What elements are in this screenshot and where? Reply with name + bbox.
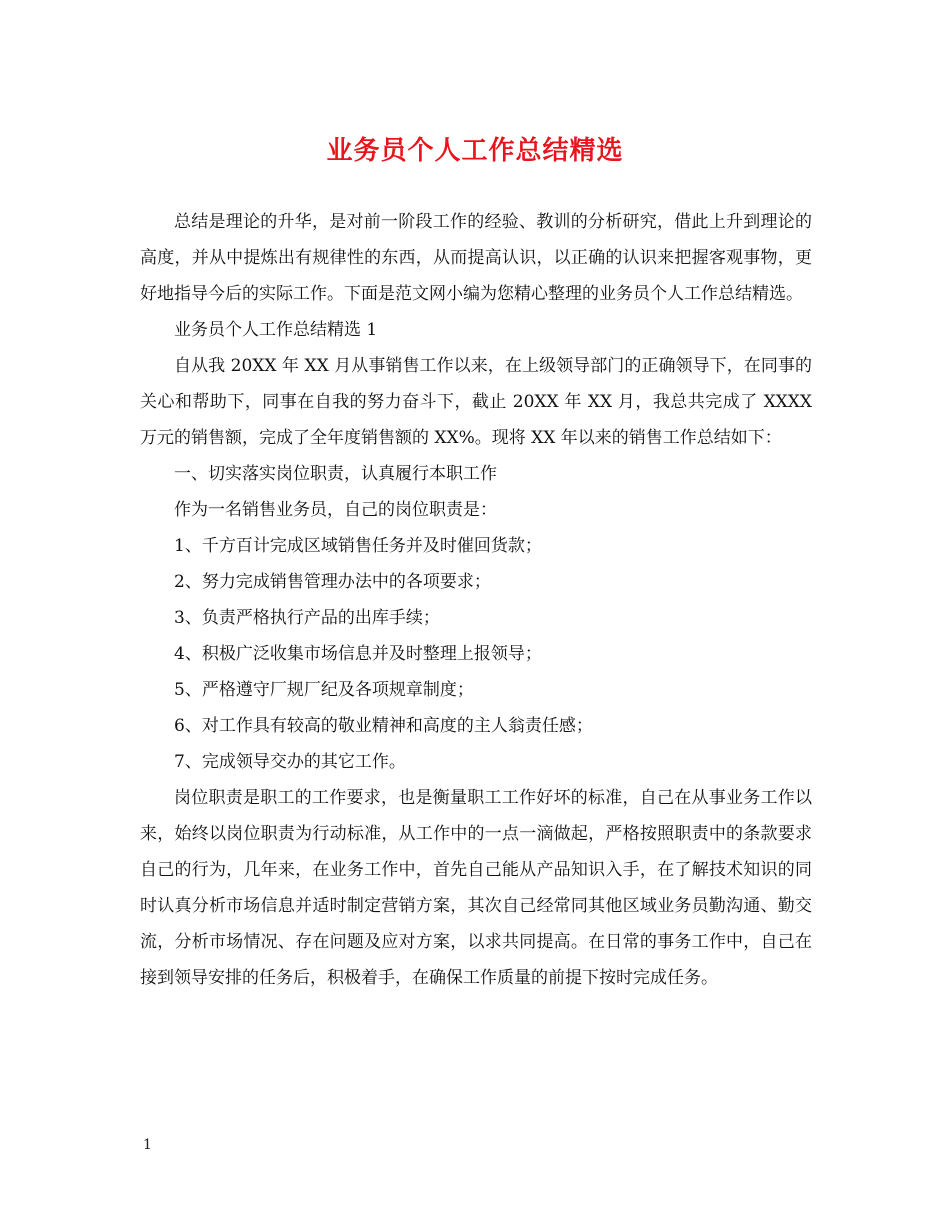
intro-paragraph: 总结是理论的升华，是对前一阶段工作的经验、教训的分析研究，借此上升到理论的高度，并从中提炼出有规律性的东西，从而提高认识，以正确的认识来把握客观事物，更好地指导今后的实际工作。下面是范文网小编为您精心整理的业务员个人工作总结精选。 [140, 212, 812, 304]
page-number: 1 [143, 1137, 152, 1153]
duty-item-3: 3、负责严格执行产品的出库手续； [174, 608, 440, 628]
duty-item-4: 4、积极广泛收集市场信息并及时整理上报领导； [174, 644, 542, 664]
duty-item-5: 5、严格遵守厂规厂纪及各项规章制度； [174, 680, 474, 700]
duties-intro: 作为一名销售业务员，自己的岗位职责是： [174, 500, 497, 520]
duty-item-1: 1、千方百计完成区域销售任务并及时催回货款； [174, 536, 542, 556]
duty-item-6: 6、对工作具有较高的敬业精神和高度的主人翁责任感； [174, 716, 593, 736]
document-body [140, 204, 812, 996]
duty-item-7: 7、完成领导交办的其它工作。 [174, 752, 406, 772]
duty-item-2: 2、努力完成销售管理办法中的各项要求； [174, 572, 491, 592]
sales-summary-paragraph: 自从我 20XX 年 XX 月从事销售工作以来，在上级领导部门的正确领导下，在同事的关心和帮助下，同事在自我的努力奋斗下，截止 20XX 年 XX 月，我总共完成了 XXXX 万元的销售额，完成了全年度销售额的 XX%。现将 XX 年以来的销售工作总结如下： [140, 356, 812, 448]
part-one-heading: 一、切实落实岗位职责，认真履行本职工作 [174, 464, 497, 484]
section-heading-1: 业务员个人工作总结精选 1 [174, 320, 378, 340]
duties-discussion-paragraph: 岗位职责是职工的工作要求，也是衡量职工工作好坏的标准，自己在从事业务工作以来，始终以岗位职责为行动标准，从工作中的一点一滴做起，严格按照职责中的条款要求自己的行为，几年来，在业务工作中，首先自己能从产品知识入手，在了解技术知识的同时认真分析市场信息并适时制定营销方案，其次自己经常同其他区域业务员勤沟通、勤交流，分析市场情况、存在问题及应对方案，以求共同提高。在日常的事务工作中，自己在接到领导安排的任务后，积极着手，在确保工作质量的前提下按时完成任务。 [140, 788, 812, 988]
document-title: 业务员个人工作总结精选 [326, 136, 624, 166]
